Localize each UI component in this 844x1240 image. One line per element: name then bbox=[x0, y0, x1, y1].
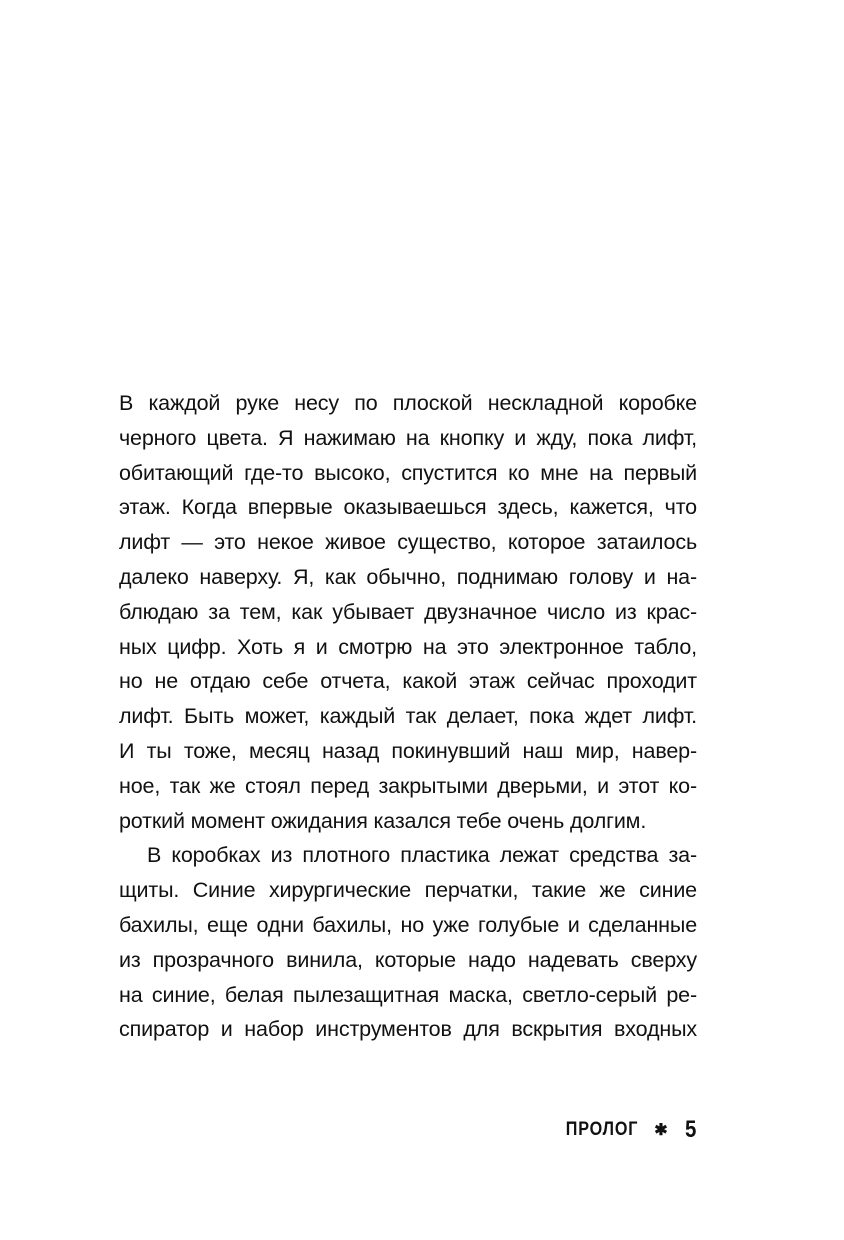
text-line: лифт. Быть может, каждый так делает, пока ждет лифт. bbox=[119, 704, 697, 729]
text-line: из прозрачного винила, которые надо надевать сверху bbox=[119, 947, 697, 972]
text-line: этаж. Когда впервые оказываешься здесь, кажется, что bbox=[119, 495, 697, 520]
text-line: блюдаю за тем, как убывает двузначное число из крас- bbox=[119, 599, 697, 624]
paragraph-2 bbox=[119, 838, 697, 1047]
asterisk-ornament-icon: ✱ bbox=[654, 1122, 668, 1139]
text-line: обитающий где-то высоко, спустится ко мне на первый bbox=[119, 460, 697, 485]
page-number: 5 bbox=[684, 1116, 696, 1143]
text-line: но не отдаю себе отчета, какой этаж сейчас проходит bbox=[119, 669, 697, 694]
text-line: В коробках из плотного пластика лежат средства за- bbox=[147, 843, 697, 868]
running-head: ПРОЛОГ bbox=[565, 1119, 639, 1140]
text-line: на синие, белая пылезащитная маска, светло-серый ре- bbox=[119, 982, 697, 1007]
text-line: далеко наверху. Я, как обычно, поднимаю голову и на- bbox=[119, 564, 697, 589]
text-line: ное, так же стоял перед закрытыми дверьми, и этот ко- bbox=[119, 773, 697, 798]
text-line: спиратор и набор инструментов для вскрытия входных bbox=[119, 1017, 697, 1042]
text-line: бахилы, еще одни бахилы, но уже голубые и сделанные bbox=[119, 912, 697, 937]
text-line: В каждой руке несу по плоской нескладной коробке bbox=[119, 391, 697, 415]
text-line: лифт — это некое живое существо, которое затаилось bbox=[119, 530, 697, 555]
page-footer bbox=[553, 1110, 697, 1150]
body-text bbox=[119, 386, 697, 1047]
text-line: черного цвета. Я нажимаю на кнопку и жду, пока лифт, bbox=[119, 425, 697, 450]
text-line: щиты. Синие хирургические перчатки, такие же синие bbox=[119, 878, 697, 903]
text-line: роткий момент ожидания казался тебе очень долгим. bbox=[119, 808, 647, 833]
text-line: ных цифр. Хоть я и смотрю на это электронное табло, bbox=[119, 634, 697, 659]
paragraph-1 bbox=[119, 386, 697, 838]
text-line: И ты тоже, месяц назад покинувший наш мир, навер- bbox=[119, 738, 697, 763]
